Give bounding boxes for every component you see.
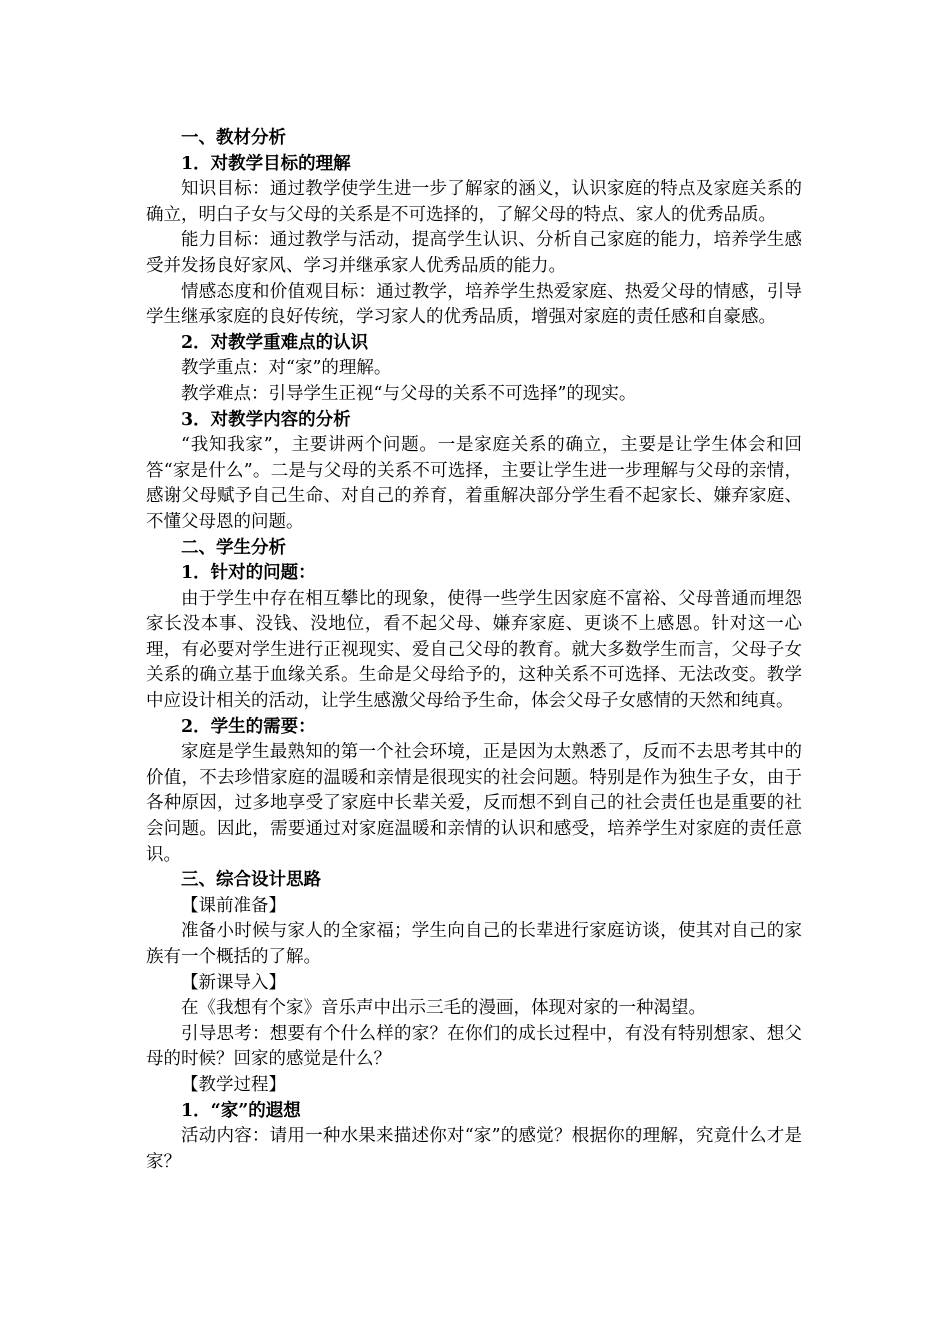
bracket-label: 【课前准备】	[181, 895, 286, 916]
paragraph: 活动内容：请用一种水果来描述你对“家”的感觉？根据你的理解，究竟什么才是家？	[146, 1126, 802, 1172]
paragraph: 教学难点：引导学生正视“与父母的关系不可选择”的现实。	[181, 383, 637, 404]
bracket-label: 【教学过程】	[181, 1074, 286, 1095]
paragraph: 能力目标：通过教学与活动，提高学生认识、分析自己家庭的能力，培养学生感受并发扬良好家风、学习并继承家人优秀品质的能力。	[146, 230, 802, 276]
section-heading: 三、综合设计思路	[181, 870, 321, 891]
section-heading: 二、学生分析	[181, 537, 286, 558]
paragraph: 知识目标：通过教学使学生进一步了解家的涵义，认识家庭的特点及家庭关系的确立，明白子女与父母的关系是不可选择的，了解父母的特点、家人的优秀品质。	[146, 179, 802, 225]
document-body	[146, 126, 802, 1175]
bracket-label: 【新课导入】	[181, 972, 286, 993]
subsection-heading: 1．“家”的遐想	[181, 1100, 301, 1121]
paragraph: 由于学生中存在相互攀比的现象，使得一些学生因家庭不富裕、父母普通而埋怨家长没本事、没钱、没地位，看不起父母、嫌弃家庭、更谈不上感恩。针对这一心理，有必要对学生进行正视现实、爱自己父母的教育。就大多数学生而言，父母子女关系的确立基于血缘关系。生命是父母给予的，这种关系不可选择、无法改变。教学中应设计相关的活动，让学生感激父母给予生命，体会父母子女感情的天然和纯真。	[146, 588, 802, 712]
paragraph: “我知我家”，主要讲两个问题。一是家庭关系的确立，主要是让学生体会和回答“家是什么”。二是与父母的关系不可选择，主要让学生进一步理解与父母的亲情，感谢父母赋予自己生命、对自己的养育，着重解决部分学生看不起家长、嫌弃家庭、不懂父母恩的问题。	[146, 435, 802, 532]
paragraph: 准备小时候与家人的全家福；学生向自己的长辈进行家庭访谈，使其对自己的家族有一个概括的了解。	[146, 921, 802, 967]
paragraph: 教学重点：对“家”的理解。	[181, 358, 392, 379]
subsection-heading: 1．针对的问题：	[181, 563, 316, 584]
subsection-heading: 2．学生的需要：	[181, 716, 316, 737]
section-heading: 一、教材分析	[181, 128, 286, 148]
paragraph: 家庭是学生最熟知的第一个社会环境，正是因为太熟悉了，反而不去思考其中的价值，不去珍惜家庭的温暖和亲情是很现实的社会问题。特别是作为独生子女，由于各种原因，过多地享受了家庭中长辈关爱，反而想不到自己的社会责任也是重要的社会问题。因此，需要通过对家庭温暖和亲情的认识和感受，培养学生对家庭的责任意识。	[146, 742, 802, 865]
subsection-heading: 3．对教学内容的分析	[181, 409, 351, 430]
subsection-heading: 2．对教学重难点的认识	[181, 332, 369, 353]
subsection-heading: 1．对教学目标的理解	[181, 153, 351, 174]
paragraph: 引导思考：想要有个什么样的家？在你们的成长过程中，有没有特别想家、想父母的时候？回家的感觉是什么？	[146, 1023, 802, 1070]
paragraph: 情感态度和价值观目标：通过教学，培养学生热爱家庭、热爱父母的情感，引导学生继承家庭的良好传统，学习家人的优秀品质，增强对家庭的责任感和自豪感。	[146, 281, 802, 328]
paragraph: 在《我想有个家》音乐声中出示三毛的漫画，体现对家的一种渴望。	[181, 998, 706, 1019]
